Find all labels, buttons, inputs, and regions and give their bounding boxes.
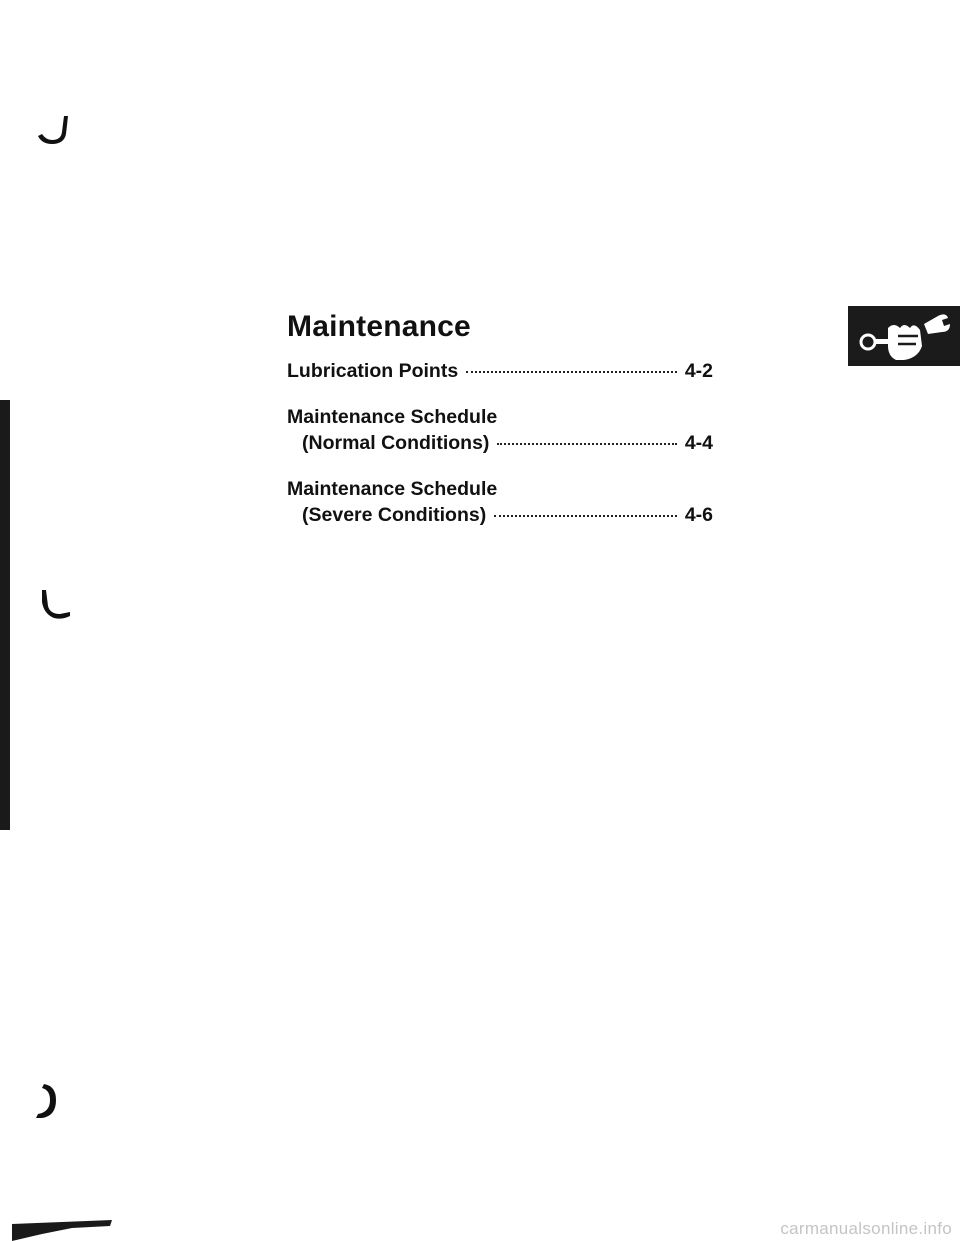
dot-leader: [466, 371, 677, 373]
toc-page-number: 4-4: [684, 432, 713, 454]
toc-entry-label: (Normal Conditions): [302, 432, 490, 454]
toc-entry-heading: Maintenance Schedule: [287, 406, 498, 428]
toc-entry-heading: Maintenance Schedule: [287, 478, 498, 500]
toc-entry-maintenance-schedule-normal[interactable]: [287, 402, 713, 462]
dot-leader: [497, 443, 676, 445]
watermark: carmanualsonline.info: [780, 1219, 952, 1238]
dot-leader: [494, 515, 677, 517]
registration-mark-bottom: [26, 1082, 62, 1122]
toc-page-number: 4-2: [684, 360, 713, 382]
toc-entry-maintenance-schedule-severe[interactable]: [287, 474, 713, 534]
toc-entry-lubrication-points[interactable]: [287, 360, 713, 390]
registration-mark-top: [34, 114, 74, 148]
registration-mark-middle: [38, 588, 74, 622]
section-tab: [848, 306, 960, 366]
toc-entry-label: Lubrication Points: [287, 360, 459, 382]
toc-page-number: 4-6: [684, 504, 713, 526]
page-title: Maintenance: [287, 310, 471, 343]
table-of-contents: [287, 360, 713, 546]
wrench-in-hand-icon: [848, 306, 960, 366]
scan-edge-smudge: [12, 1220, 112, 1241]
toc-entry-label: (Severe Conditions): [302, 504, 487, 526]
binding-edge-bar: [0, 400, 10, 830]
